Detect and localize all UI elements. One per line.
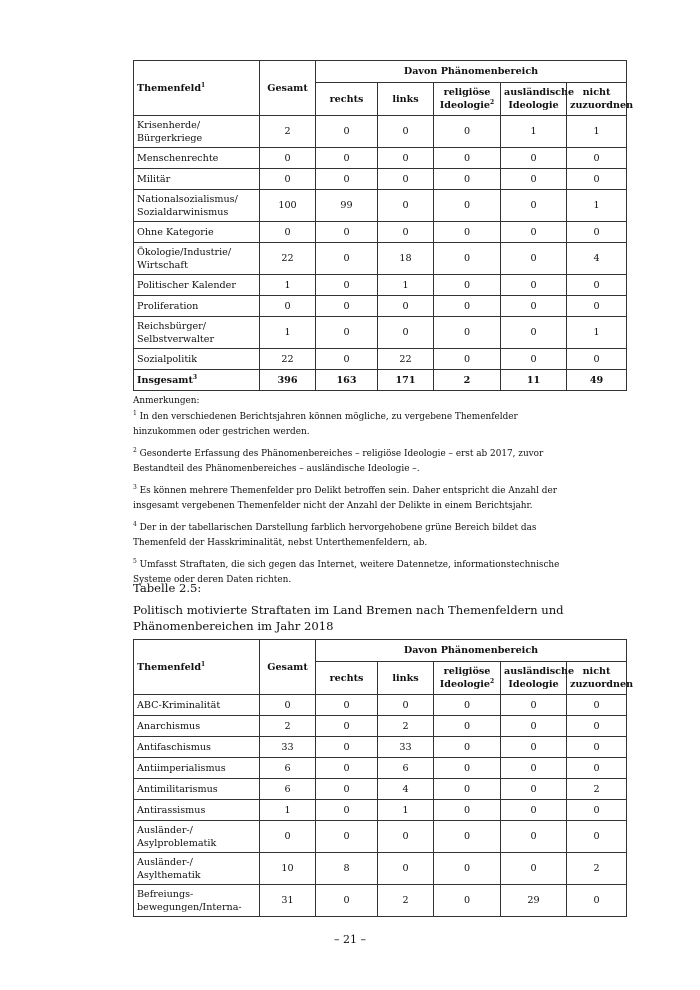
cell-value: 0 <box>567 758 627 779</box>
cell-value: 2 <box>567 853 627 885</box>
cell-value: 1 <box>567 190 627 222</box>
cell-value: 0 <box>316 349 378 370</box>
cell-value: 0 <box>378 821 434 853</box>
cell-value: 0 <box>501 695 567 716</box>
cell-value: 0 <box>316 821 378 853</box>
footnote-2: $^2$ Gesonderte Erfassung des Phänomenbereiches – religiöse Ideologie – erst ab 2017, zuvor Bestandteil des Phänomenbereiches – ausländische Ideologie –. <box>133 446 544 474</box>
cell-value: 6 <box>260 758 316 779</box>
table-row <box>134 169 627 190</box>
header-rechts: rechts <box>316 83 378 116</box>
header-rechts: rechts <box>316 662 378 695</box>
total-label: Insgesamt$^3$ <box>134 370 260 391</box>
row-label: Antirassismus <box>134 800 260 821</box>
cell-value: 22 <box>260 243 316 275</box>
cell-value: 2 <box>260 116 316 148</box>
row-label: Sozialpolitik <box>134 349 260 370</box>
cell-value: 0 <box>316 116 378 148</box>
table-row <box>134 148 627 169</box>
table-row <box>134 737 627 758</box>
table-body <box>134 116 627 391</box>
table-row <box>134 695 627 716</box>
cell-value: 1 <box>378 275 434 296</box>
cell-value: 0 <box>434 695 501 716</box>
cell-value: 2 <box>567 779 627 800</box>
cell-value: 0 <box>501 758 567 779</box>
cell-value: 0 <box>260 296 316 317</box>
notes-heading: Anmerkungen: <box>133 396 200 406</box>
cell-value: 1 <box>567 116 627 148</box>
cell-value: 0 <box>316 222 378 243</box>
cell-value: 0 <box>378 190 434 222</box>
cell-value: 0 <box>434 885 501 917</box>
header-links: links <box>378 83 434 116</box>
cell-value: 0 <box>434 349 501 370</box>
cell-value: 0 <box>501 853 567 885</box>
cell-value: 100 <box>260 190 316 222</box>
cell-value: 0 <box>434 758 501 779</box>
cell-value: 0 <box>501 800 567 821</box>
cell-value: 0 <box>501 821 567 853</box>
cell-value: 0 <box>567 349 627 370</box>
cell-value: 0 <box>434 716 501 737</box>
header-religioese-ideologie: religiöse Ideologie$^2$ <box>434 662 501 695</box>
cell-value: 0 <box>501 779 567 800</box>
total-value: 49 <box>567 370 627 391</box>
cell-value: 0 <box>434 148 501 169</box>
cell-value: 0 <box>501 243 567 275</box>
cell-value: 0 <box>316 148 378 169</box>
header-auslaendische-ideologie: ausländische Ideologie <box>501 83 567 116</box>
cell-value: 0 <box>316 737 378 758</box>
cell-value: 0 <box>434 779 501 800</box>
cell-value: 0 <box>260 148 316 169</box>
table-row <box>134 758 627 779</box>
cell-value: 4 <box>567 243 627 275</box>
row-label: Antifaschismus <box>134 737 260 758</box>
cell-value: 0 <box>434 190 501 222</box>
cell-value: 0 <box>316 885 378 917</box>
cell-value: 0 <box>501 296 567 317</box>
row-label: Ausländer-/ Asylthematik <box>134 853 260 885</box>
table-row <box>134 716 627 737</box>
header-gesamt: Gesamt <box>260 61 316 116</box>
cell-value: 0 <box>434 800 501 821</box>
cell-value: 0 <box>316 800 378 821</box>
row-label: Befreiungs- bewegungen/Interna- <box>134 885 260 917</box>
cell-value: 0 <box>378 148 434 169</box>
table-caption-label: Tabelle 2.5: <box>133 581 202 595</box>
cell-value: 0 <box>567 821 627 853</box>
cell-value: 0 <box>316 779 378 800</box>
cell-value: 1 <box>260 800 316 821</box>
cell-value: 0 <box>316 169 378 190</box>
table-row <box>134 885 627 917</box>
row-label: Ökologie/Industrie/ Wirtschaft <box>134 243 260 275</box>
page-number: – 21 – <box>334 933 366 946</box>
footnote-3: $^3$ Es können mehrere Themenfelder pro Delikt betroffen sein. Daher entspricht die Anzahl der insgesamt vergebenen Themenfelder nicht der Anzahl der Delikte in einem Berichtsjahr. <box>133 483 557 511</box>
cell-value: 2 <box>378 885 434 917</box>
total-value: 2 <box>434 370 501 391</box>
cell-value: 0 <box>316 296 378 317</box>
row-label: Ohne Kategorie <box>134 222 260 243</box>
cell-value: 6 <box>260 779 316 800</box>
cell-value: 33 <box>378 737 434 758</box>
cell-value: 0 <box>501 349 567 370</box>
cell-value: 1 <box>567 317 627 349</box>
cell-value: 0 <box>434 296 501 317</box>
cell-value: 0 <box>378 222 434 243</box>
cell-value: 0 <box>434 222 501 243</box>
row-label: Antiimperialismus <box>134 758 260 779</box>
row-label: Anarchismus <box>134 716 260 737</box>
table-row <box>134 853 627 885</box>
cell-value: 0 <box>378 169 434 190</box>
header-auslaendische-ideologie: ausländische Ideologie <box>501 662 567 695</box>
cell-value: 0 <box>567 716 627 737</box>
table-row <box>134 800 627 821</box>
cell-value: 8 <box>316 853 378 885</box>
cell-value: 0 <box>567 800 627 821</box>
cell-value: 99 <box>316 190 378 222</box>
cell-value: 0 <box>501 716 567 737</box>
table-row <box>134 296 627 317</box>
cell-value: 0 <box>260 169 316 190</box>
header-phaenomenbereich: Davon Phänomenbereich <box>316 61 627 83</box>
cell-value: 0 <box>378 296 434 317</box>
table-row <box>134 222 627 243</box>
table-caption-title: Politisch motivierte Straftaten im Land Bremen nach Themenfeldern und Phänomenbereichen im Jahr 2018 <box>133 603 564 633</box>
cell-value: 0 <box>434 317 501 349</box>
row-label: Politischer Kalender <box>134 275 260 296</box>
cell-value: 0 <box>378 695 434 716</box>
cell-value: 0 <box>434 821 501 853</box>
cell-value: 22 <box>378 349 434 370</box>
row-label: Militär <box>134 169 260 190</box>
footnote-1: $^1$ In den verschiedenen Berichtsjahren können mögliche, zu vergebene Themenfelder hinzukommen oder gestrichen werden. <box>133 409 518 437</box>
cell-value: 1 <box>378 800 434 821</box>
table-row <box>134 243 627 275</box>
cell-value: 22 <box>260 349 316 370</box>
table-row <box>134 190 627 222</box>
cell-value: 0 <box>434 275 501 296</box>
cell-value: 0 <box>567 296 627 317</box>
row-label: Nationalsozialismus/ Sozialdarwinismus <box>134 190 260 222</box>
header-links: links <box>378 662 434 695</box>
cell-value: 0 <box>567 222 627 243</box>
cell-value: 0 <box>567 275 627 296</box>
themenfeld-table-continued <box>133 60 634 391</box>
cell-value: 4 <box>378 779 434 800</box>
row-label: Menschenrechte <box>134 148 260 169</box>
cell-value: 0 <box>378 116 434 148</box>
table-row <box>134 349 627 370</box>
cell-value: 0 <box>260 222 316 243</box>
cell-value: 0 <box>260 695 316 716</box>
cell-value: 1 <box>260 317 316 349</box>
cell-value: 0 <box>316 243 378 275</box>
themenfeld-table-2018 <box>133 639 634 917</box>
cell-value: 0 <box>316 758 378 779</box>
table-body <box>134 695 627 917</box>
cell-value: 6 <box>378 758 434 779</box>
cell-value: 1 <box>501 116 567 148</box>
cell-value: 0 <box>567 737 627 758</box>
table-row <box>134 317 627 349</box>
table-row <box>134 275 627 296</box>
footnote-4: $^4$ Der in der tabellarischen Darstellung farblich hervorgehobene grüne Bereich bildet das Themenfeld der Hasskriminalität, nebst Unterthemenfeldern, ab. <box>133 520 537 548</box>
cell-value: 0 <box>501 737 567 758</box>
cell-value: 18 <box>378 243 434 275</box>
cell-value: 0 <box>501 190 567 222</box>
cell-value: 0 <box>567 885 627 917</box>
cell-value: 0 <box>316 275 378 296</box>
cell-value: 0 <box>501 317 567 349</box>
header-themenfeld: Themenfeld$^1$ <box>134 61 260 116</box>
total-value: 396 <box>260 370 316 391</box>
header-phaenomenbereich: Davon Phänomenbereich <box>316 640 627 662</box>
cell-value: 2 <box>260 716 316 737</box>
table-row <box>134 821 627 853</box>
total-value: 163 <box>316 370 378 391</box>
cell-value: 2 <box>378 716 434 737</box>
total-value: 11 <box>501 370 567 391</box>
table-notes <box>133 394 573 595</box>
row-label: Krisenherde/ Bürgerkriege <box>134 116 260 148</box>
cell-value: 10 <box>260 853 316 885</box>
table-row <box>134 116 627 148</box>
cell-value: 0 <box>316 317 378 349</box>
row-label: Proliferation <box>134 296 260 317</box>
cell-value: 0 <box>567 695 627 716</box>
cell-value: 0 <box>316 716 378 737</box>
cell-value: 0 <box>501 222 567 243</box>
row-label: Ausländer-/ Asylproblematik <box>134 821 260 853</box>
cell-value: 0 <box>501 275 567 296</box>
cell-value: 33 <box>260 737 316 758</box>
cell-value: 0 <box>316 695 378 716</box>
cell-value: 0 <box>501 148 567 169</box>
header-nicht-zuzuordnen: nicht zuzuordnen <box>567 662 627 695</box>
cell-value: 0 <box>567 169 627 190</box>
table-row <box>134 779 627 800</box>
cell-value: 0 <box>434 737 501 758</box>
cell-value: 0 <box>434 116 501 148</box>
cell-value: 0 <box>501 169 567 190</box>
cell-value: 29 <box>501 885 567 917</box>
header-religioese-ideologie: religiöse Ideologie$^2$ <box>434 83 501 116</box>
cell-value: 0 <box>567 148 627 169</box>
total-value: 171 <box>378 370 434 391</box>
cell-value: 0 <box>260 821 316 853</box>
cell-value: 0 <box>378 853 434 885</box>
cell-value: 0 <box>434 169 501 190</box>
total-row <box>134 370 627 391</box>
row-label: Reichsbürger/ Selbstverwalter <box>134 317 260 349</box>
header-themenfeld: Themenfeld$^1$ <box>134 640 260 695</box>
header-gesamt: Gesamt <box>260 640 316 695</box>
cell-value: 0 <box>378 317 434 349</box>
cell-value: 0 <box>434 853 501 885</box>
footnote-5: $^5$ Umfasst Straftaten, die sich gegen das Internet, weitere Datennetze, informationstechnische Systeme oder deren Daten richten. <box>133 557 560 585</box>
cell-value: 31 <box>260 885 316 917</box>
cell-value: 0 <box>434 243 501 275</box>
cell-value: 1 <box>260 275 316 296</box>
header-nicht-zuzuordnen: nicht zuzuordnen <box>567 83 627 116</box>
row-label: Antimilitarismus <box>134 779 260 800</box>
row-label: ABC-Kriminalität <box>134 695 260 716</box>
